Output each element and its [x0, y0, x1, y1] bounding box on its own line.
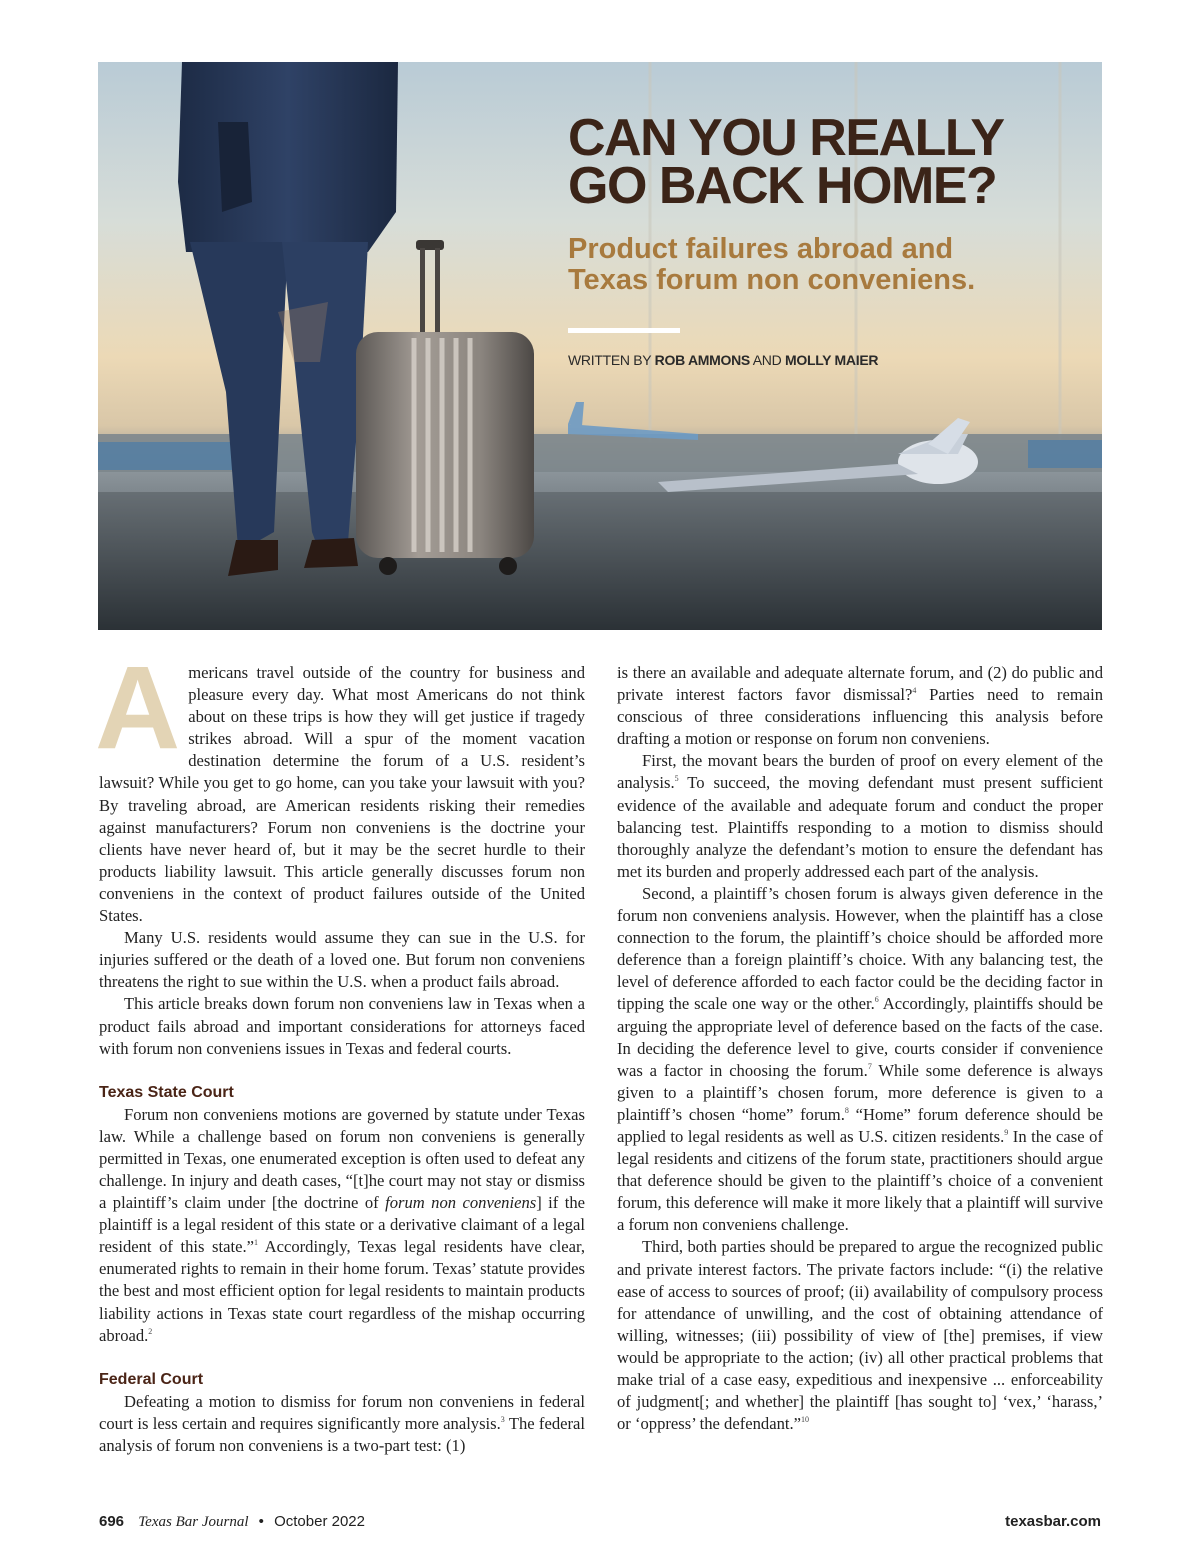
byline [568, 352, 878, 368]
text-run: Defeating a motion to dismiss for forum non conveniens in federal court is less certain and requires significantly more analysis. [99, 1391, 585, 1433]
third-consideration-paragraph [617, 1236, 1103, 1435]
article-column-left [95, 642, 586, 1457]
issue-date: October 2022 [274, 1513, 365, 1530]
paragraph-3: This article breaks down forum non conveniens law in Texas when a product fails abroad and important considerations for attorneys faced with forum non conveniens issues in Texas and federal courts. [99, 994, 585, 1058]
byline-joiner: AND [749, 352, 786, 368]
text-run: “Home” forum deference should be applied to legal residents as well as U.S. citizen residents. [617, 1104, 1103, 1146]
author-1: ROB AMMONS [654, 352, 750, 368]
suitcase [356, 240, 534, 575]
text-run: Second, a plaintiff’s chosen forum is always given deference in the forum non conveniens analysis. However, when the plaintiff has a close connection to the forum, the plaintiff’s choice should be afforded more deference than a foreign plaintiff’s choice. With any balancing test, the level of deference afforded to each factor could be the deciding factor in tipping the scale one way or the other. [617, 883, 1103, 1014]
text-run: Parties need to remain conscious of three considerations influencing this analysis before drafting a motion or response on forum non conveniens. [617, 685, 1103, 749]
footnote-ref: 9 [1004, 1127, 1009, 1137]
byline-prefix: WRITTEN BY [568, 352, 655, 368]
text-run: Accordingly, plaintiffs should be arguing the appropriate level of deference based on the facts of the case. In deciding the deference level to give, courts consider if convenience was a factor in choosing the forum. [617, 994, 1103, 1080]
footnote-ref: 6 [874, 995, 879, 1005]
page-footer-left [99, 1513, 365, 1531]
article-title: CAN YOU REALLY GO BACK HOME? [568, 109, 1004, 215]
title-divider [568, 328, 680, 333]
footnote-ref: 1 [253, 1238, 258, 1248]
text-run: While some deference is always given to a plaintiff’s chosen forum, more deference is given to a plaintiff’s chosen “home” forum. [617, 1060, 1103, 1124]
drop-cap: A [95, 642, 181, 774]
section-heading-federal-court: Federal Court [99, 1370, 204, 1388]
text-run: Third, both parties should be prepared to argue the recognized public and private interest factors. The private factors include: “(i) the relative ease of access to sources of proof; (ii) availability of compulsory process for attendance of unwilling, and the cost of obtaining attendance of willing, witnesses; (iii) possibility of view of [the] premises, if view would be appropriate to the action; (iv) all other practical problems that make trial of a case easy, expeditious and inexpensive ... enforceability of judgment[; and whether] the plaintiff [has sought to] ‘vex,’ ‘harass,’ or ‘oppress’ the defendant.” [617, 1237, 1103, 1434]
footnote-ref: 3 [500, 1414, 505, 1424]
first-consideration-paragraph [617, 750, 1103, 883]
hero-image [98, 62, 1102, 630]
text-run: First, the movant bears the burden of proof on every element of the analysis. [617, 751, 1103, 793]
intro-paragraph [95, 642, 585, 927]
text-run: To succeed, the moving defendant must present sufficient evidence of the available and adequate forum and conduct the proper balancing test. Plaintiffs responding to a motion to dismiss should thoroughly analyze the defendant’s motion to ensure the defendant has met its burden and properly addressed each part of the analysis. [617, 773, 1103, 881]
footnote-ref: 10 [801, 1415, 809, 1425]
footer-bullet: • [258, 1513, 264, 1530]
text-run: In the case of legal residents and citizens of the forum state, practitioners should argue that deference should be given to the plaintiff’s choice of a convenient forum, this deference will make it more likely that a plaintiff will survive a forum non conveniens challenge. [617, 1126, 1103, 1235]
page-number: 696 [99, 1513, 125, 1530]
text-run: The federal analysis of forum non conveniens is a two-part test: (1) [99, 1413, 585, 1455]
article-subtitle: Product failures abroad and Texas forum non conveniens. [568, 233, 976, 296]
texas-state-court-paragraph [99, 1104, 585, 1347]
journal-name: Texas Bar Journal [138, 1514, 249, 1530]
author-2: MOLLY MAIER [785, 352, 879, 368]
federal-court-paragraph-start [99, 1391, 585, 1457]
second-consideration-paragraph [617, 883, 1103, 1237]
footnote-ref: 4 [912, 686, 917, 696]
paragraph-2: Many U.S. residents would assume they can sue in the U.S. for injuries suffered or the death of a loved one. But forum non conveniens threatens the right to sue within the U.S. when a product fails abroad. [99, 928, 585, 992]
text-run: Forum non conveniens motions are governed by statute under Texas law. While a challenge based on forum non conveniens is generally permitted in Texas, one enumerated exception is often used to defeat any challenge. In injury and death cases, “[t]he court may not stay or dismiss a plaintiff’s claim under [the doctrine of [99, 1104, 585, 1213]
footnote-ref: 7 [867, 1061, 872, 1071]
site-url: texasbar.com [1005, 1513, 1101, 1530]
federal-court-paragraph-cont [617, 662, 1103, 750]
text-run: ] if the plaintiff is a legal resident of this state or a derivative claimant of a legal resident of this state.” [99, 1193, 586, 1257]
article-column-right [617, 662, 1103, 1435]
airplane-left [568, 402, 698, 440]
italic-term: forum non conveniens [385, 1193, 537, 1213]
intro-text: mericans travel outside of the country for business and pleasure every day. What most Americans do not think about on these trips is how they will get justice if tragedy strikes abroad. Will a spur of the moment vacation destination determine the forum of a U.S. resident’s lawsuit? While you get to go home, can you take your lawsuit with you? By traveling abroad, are American residents risking their remedies against manufacturers? Forum non conveniens is the doctrine your clients have never heard of, but it may be the secret hurdle to their products liability lawsuit. This article generally discusses forum non conveniens in the context of product failures outside of the United States. [99, 663, 585, 926]
text-run: Accordingly, Texas legal residents have clear, enumerated rights to remain in their home forum. Texas’ statute provides the best and most efficient option for legal residents to maintain products liability actions in Texas state court regardless of the mishap occurring abroad. [99, 1237, 585, 1345]
section-heading-texas-state-court: Texas State Court [99, 1083, 234, 1101]
text-run: is there an available and adequate alternate forum, and (2) do public and private interest factors favor dismissal? [617, 663, 1103, 705]
footnote-ref: 5 [674, 774, 679, 784]
footnote-ref: 8 [844, 1105, 849, 1115]
footnote-ref: 2 [148, 1326, 153, 1336]
